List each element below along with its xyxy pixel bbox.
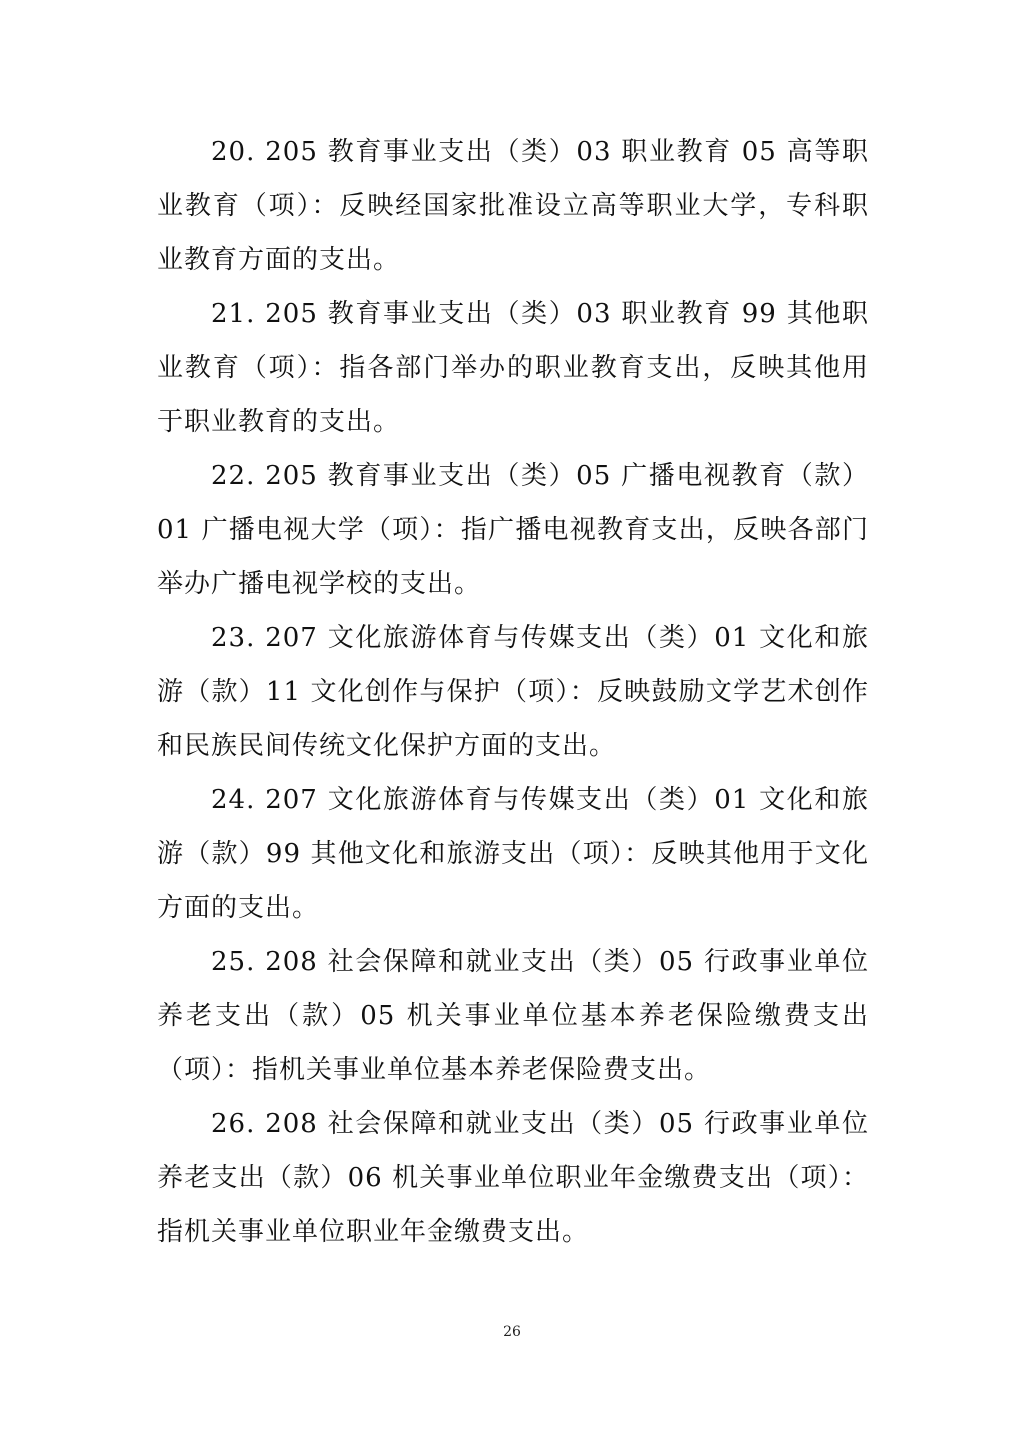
paragraph-item-25: 25. 208 社会保障和就业支出（类）05 行政事业单位养老支出（款）05 机关事业单位基本养老保险缴费支出（项）：指机关事业单位基本养老保险费支出。 xyxy=(157,947,869,1085)
document-body xyxy=(157,125,869,1259)
paragraph-item-22: 22. 205 教育事业支出（类）05 广播电视教育（款）01 广播电视大学（项）：指广播电视教育支出，反映各部门举办广播电视学校的支出。 xyxy=(157,461,869,599)
paragraph-item-21: 21. 205 教育事业支出（类）03 职业教育 99 其他职业教育（项）：指各部门举办的职业教育支出，反映其他用于职业教育的支出。 xyxy=(157,299,869,437)
paragraph-item-20: 20. 205 教育事业支出（类）03 职业教育 05 高等职业教育（项）：反映经国家批准设立高等职业大学，专科职业教育方面的支出。 xyxy=(157,137,869,275)
page-number: 26 xyxy=(503,1324,521,1340)
paragraph-item-23: 23. 207 文化旅游体育与传媒支出（类）01 文化和旅游（款）11 文化创作与保护（项）：反映鼓励文学艺术创作和民族民间传统文化保护方面的支出。 xyxy=(157,623,869,761)
paragraph-item-24: 24. 207 文化旅游体育与传媒支出（类）01 文化和旅游（款）99 其他文化和旅游支出（项）：反映其他用于文化方面的支出。 xyxy=(157,785,869,923)
paragraph-item-26: 26. 208 社会保障和就业支出（类）05 行政事业单位养老支出（款）06 机关事业单位职业年金缴费支出（项）：指机关事业单位职业年金缴费支出。 xyxy=(157,1109,869,1247)
